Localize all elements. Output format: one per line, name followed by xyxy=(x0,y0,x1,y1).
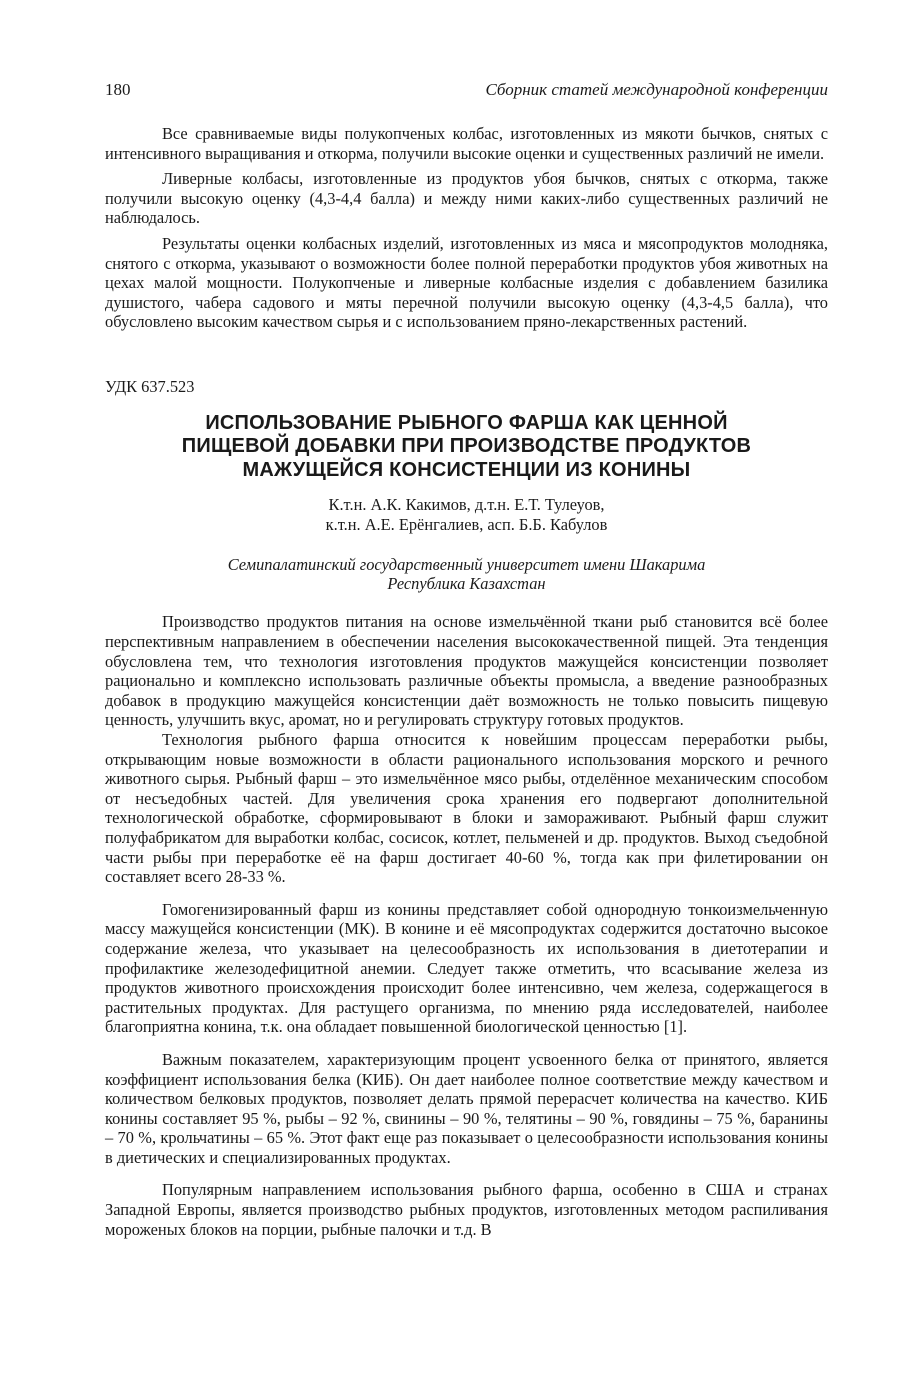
authors xyxy=(105,495,828,535)
running-header xyxy=(105,78,828,102)
paragraph: Ливерные колбасы, изготовленные из продуктов убоя бычков, снятых с откорма, также получили высокую оценку (4,3-4,4 балла) и между ними каких-либо существенных различий не наблюдалось. xyxy=(105,169,828,228)
paragraph: Результаты оценки колбасных изделий, изготовленных из мяса и мясопродуктов молодняка, снятого с откорма, указывают о возможности более полной переработки продуктов убоя животных на цехах малой мощности. Полукопченые и ливерные колбасные изделия с добавлением базилика душистого, чабера садового и мяты перечной получили высокую оценку (4,3-4,5 балла), что обусловлено высоким качеством сырья и с использованием пряно-лекарственных растений. xyxy=(105,233,828,332)
article-body xyxy=(105,612,828,1239)
paragraph: Гомогенизированный фарш из конины представляет собой однородную тонкоизмельченную массу мажущейся консистенции (МК). В конине и её мясопродуктах содержится достаточно высокое содержание железа, что указывает на целесообразность их использования в диетотерапии и профилактике железодефицитной анемии. Следует также отметить, что всасывание железа из продуктов животного происхождения происходит более интенсивно, чем железа, содержащегося в растительных продуктах. Для растущего организма, по мнению ряда исследователей, наиболее благоприятна конина, т.к. она обладает повышенной биологической ценностью [1]. xyxy=(105,899,828,1037)
paragraph: Важным показателем, характеризующим процент усвоенного белка от принятого, является коэффициент использования белка (КИБ). Он дает наиболее полное соответствие между качеством и количеством белковых продуктов, позволяет делать прямой перерасчет количества на качество. КИБ конины составляет 95 %, рыбы – 92 %, свинины – 90 %, телятины – 90 %, говядины – 75 %, баранины – 70 %, крольчатины – 65 %. Этот факт еще раз показывает о целесообразности использования конины в диетических и специализированных продуктах. xyxy=(105,1049,828,1167)
paragraph: Технология рыбного фарша относится к новейшим процессам переработки рыбы, открывающим новые возможности в области рационального использования морского и речного животного сырья. Рыбный фарш – это измельчённое мясо рыбы, отделённое механическим способом от несъедобных частей. Для увеличения срока хранения его подвергают дополнительной технологической обработке, сформировывают в блоки и замораживают. Рыбный фарш служит полуфабрикатом для выработки колбас, сосисок, котлет, пельменей и др. продуктов. Выход съедобной части рыбы при переработке её на фарш достигает 40-60 %, тогда как при филетировании он составляет всего 28-33 %. xyxy=(105,730,828,887)
title-line: ИСПОЛЬЗОВАНИЕ РЫБНОГО ФАРША КАК ЦЕННОЙ xyxy=(205,411,728,434)
title-line: МАЖУЩЕЙСЯ КОНСИСТЕНЦИИ ИЗ КОНИНЫ xyxy=(242,458,691,481)
authors-line: К.т.н. А.К. Какимов, д.т.н. Е.Т. Тулеуов, xyxy=(328,495,605,515)
page-number: 180 xyxy=(105,80,131,99)
previous-article-ending xyxy=(105,124,828,332)
affiliation-line: Семипалатинский государственный университет имени Шакарима xyxy=(227,555,706,575)
affiliation-line: Республика Казахстан xyxy=(387,574,546,594)
udc-code: УДК 637.523 xyxy=(105,376,195,396)
affiliation xyxy=(105,555,828,593)
article-title xyxy=(105,412,828,483)
paragraph: Все сравниваемые виды полукопченых колбас, изготовленных из мякоти бычков, снятых с интенсивного выращивания и откорма, получили высокие оценки и существенных различий не имели. xyxy=(105,124,828,163)
paragraph: Производство продуктов питания на основе измельчённой ткани рыб становится всё более перспективным направлением в обеспечении населения высококачественной пищей. Эта тенденция обусловлена тем, что технология изготовления продуктов мажущейся консистенции позволяет рационально и комплексно использовать различные объекты промысла, а введение разнообразных добавок в продукцию мажущейся консистенции даёт возможность не только повысить пищевую ценность, улучшить вкус, аромат, но и регулировать структуру готовых продуктов. xyxy=(105,612,828,730)
document-page xyxy=(105,78,828,1239)
title-line: ПИЩЕВОЙ ДОБАВКИ ПРИ ПРОИЗВОДСТВЕ ПРОДУКТОВ xyxy=(181,435,752,458)
paragraph: Популярным направлением использования рыбного фарша, особенно в США и странах Западной Европы, является производство рыбных продуктов, изготовленных методом распиливания мороженых блоков на порции, рыбные палочки и т.д. В xyxy=(105,1180,828,1239)
journal-title: Сборник статей международной конференции xyxy=(485,80,828,99)
authors-line: к.т.н. А.Е. Ерёнгалиев, асп. Б.Б. Кабулов xyxy=(325,515,608,535)
